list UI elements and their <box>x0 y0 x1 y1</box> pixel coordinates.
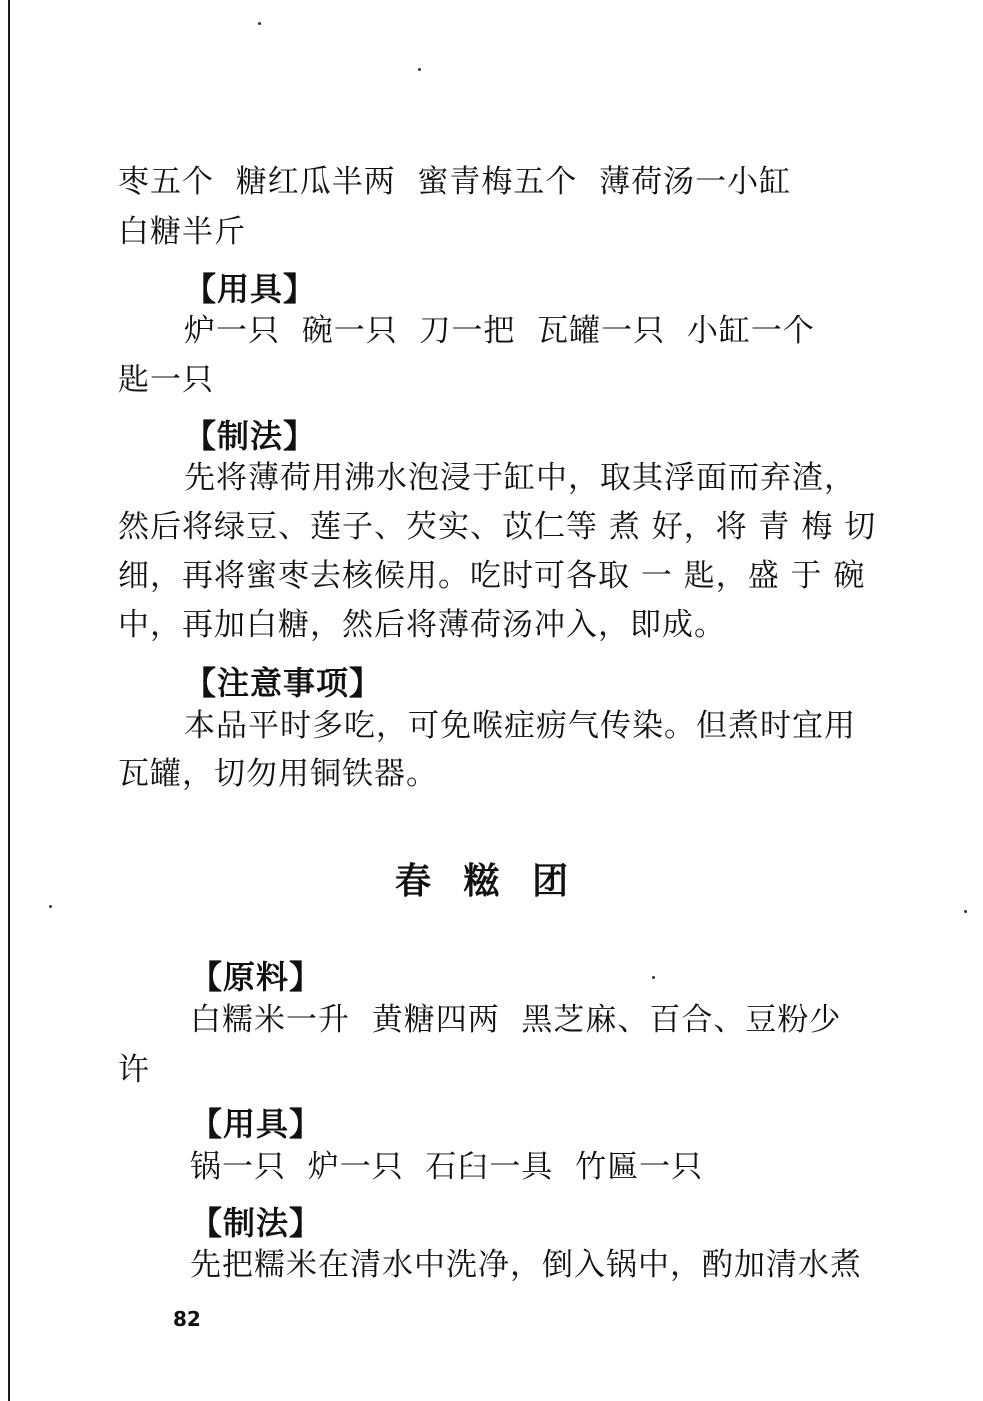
tools-heading: 【用具】 <box>184 270 317 308</box>
section-tools-line: 锅一只 炉一只 石臼一具 竹匾一只 <box>190 1149 704 1185</box>
scan-speck <box>964 910 967 913</box>
method-line-1: 先将薄荷用沸水泡浸于缸中，取其浮面而弃渣， <box>184 460 856 496</box>
recipe-title: 春 糍 团 <box>395 860 579 902</box>
method-line-3: 细，再将蜜枣去核候用。吃时可各取 一 匙，盛 于 碗 <box>118 558 866 594</box>
ingredients-line-1: 枣五个 糖红瓜半两 蜜青梅五个 薄荷汤一小缸 <box>118 164 792 200</box>
page-edge-rule <box>8 0 10 1401</box>
section-ingredients-line-2: 许 <box>118 1052 150 1088</box>
scan-speck <box>258 22 261 25</box>
scan-speck <box>49 905 52 908</box>
page-number: 82 <box>173 1307 201 1331</box>
ingredients-heading: 【原料】 <box>190 958 323 996</box>
notes-heading: 【注意事项】 <box>184 664 383 702</box>
scan-speck <box>652 976 655 979</box>
method-line-4: 中，再加白糖，然后将薄荷汤冲入，即成。 <box>118 607 726 643</box>
section-method-line-1: 先把糯米在清水中洗净，倒入锅中，酌加清水煮 <box>190 1247 862 1283</box>
method-line-2: 然后将绿豆、莲子、芡实、苡仁等 煮 好，将 青 梅 切 <box>118 509 877 545</box>
scan-speck <box>418 68 421 71</box>
section-tools-heading: 【用具】 <box>190 1105 323 1143</box>
ingredients-line-2: 白糖半斤 <box>118 214 246 250</box>
section-method-heading: 【制法】 <box>190 1204 323 1242</box>
notes-line-1: 本品平时多吃，可免喉症疬气传染。但煮时宜用 <box>184 708 856 744</box>
method-heading: 【制法】 <box>184 417 317 455</box>
section-ingredients-line-1: 白糯米一升 黄糖四两 黑芝麻、百合、豆粉少 <box>190 1002 842 1038</box>
tools-line-1: 炉一只 碗一只 刀一把 瓦罐一只 小缸一个 <box>184 313 815 349</box>
notes-line-2: 瓦罐，切勿用铜铁器。 <box>118 756 438 792</box>
tools-line-2: 匙一只 <box>118 362 214 398</box>
